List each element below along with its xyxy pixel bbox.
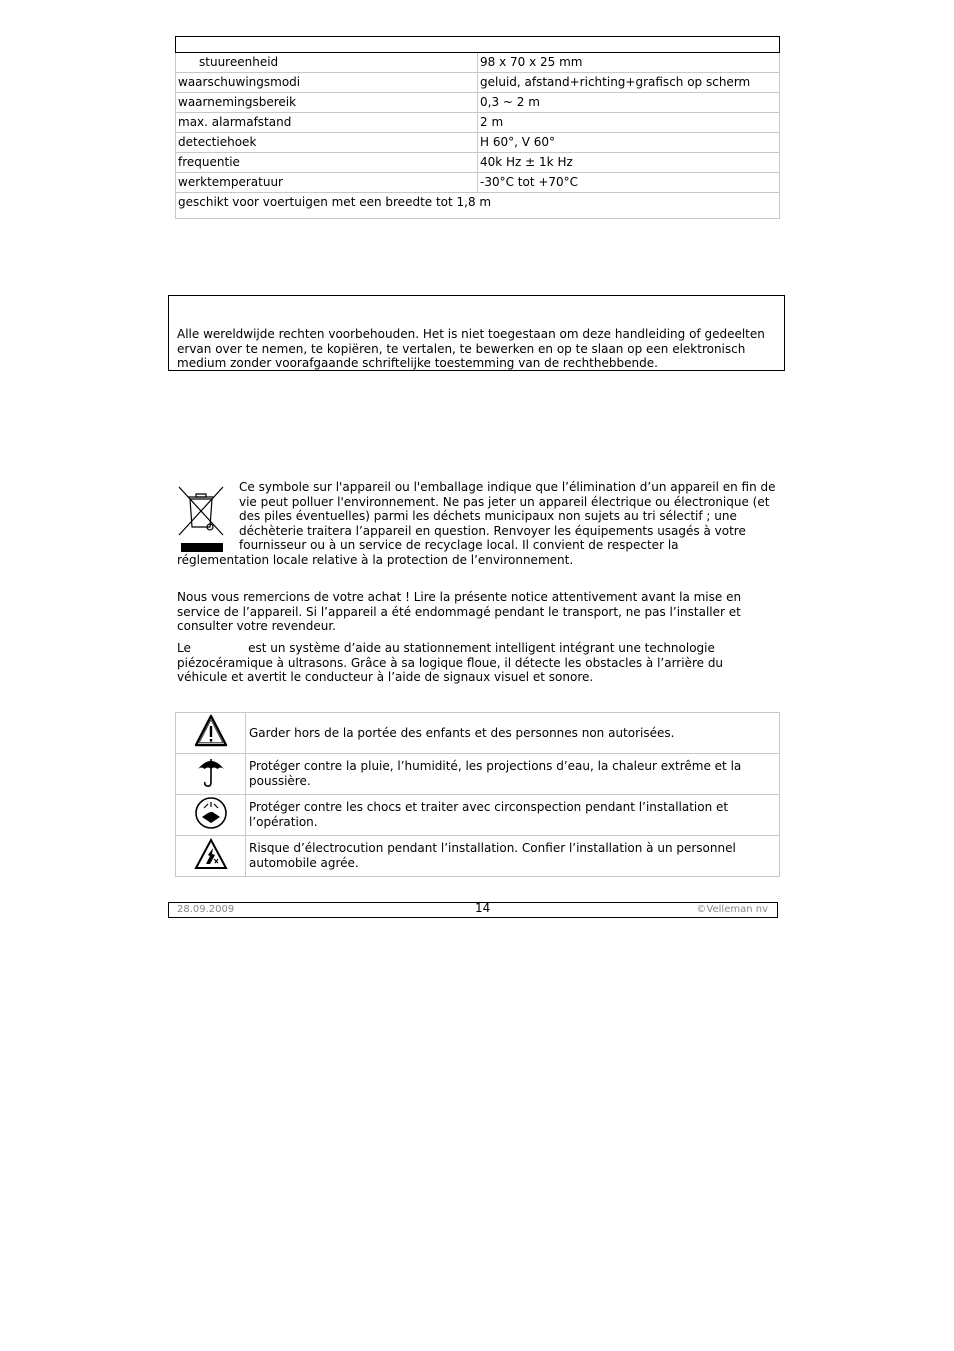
copyright-box: [168, 295, 785, 371]
spec-label: werktemperatuur: [176, 173, 478, 193]
spec-value: 0,3 ~ 2 m: [478, 93, 780, 113]
spec-footer-text: geschikt voor voertuigen met een breedte tot 1,8 m: [176, 193, 780, 219]
description-line: piézocéramique à ultrasons. Grâce à sa logique floue, il détecte les obstacles à l’arrière du: [177, 655, 724, 670]
weee-line: Ce symbole sur l'appareil ou l'emballage indique que l’élimination d’un appareil en fin de: [239, 480, 776, 494]
description-paragraph: [177, 641, 777, 685]
safety-text: [246, 795, 780, 836]
spec-label: stuureenheid: [176, 53, 478, 73]
table-row: [176, 836, 780, 877]
electric-shock-icon: [194, 837, 228, 871]
weee-line: fournisseur ou à un service de recyclage local. Il convient de respecter la: [239, 538, 679, 553]
safety-text: [246, 754, 780, 795]
spec-value: 98 x 70 x 25 mm: [478, 53, 780, 73]
weee-line: déchèterie traitera l’appareil en question. Renvoyer les équipements usagés à votre: [239, 523, 746, 538]
weee-line: des piles éventuelles) parmi les déchets municipaux non sujets au tri sélectif ; une: [239, 509, 737, 524]
spec-value: H 60°, V 60°: [478, 133, 780, 153]
safety-line: Garder hors de la portée des enfants et des personnes non autorisées.: [249, 725, 675, 740]
intro-line: consulter votre revendeur.: [177, 619, 336, 634]
table-row: [176, 153, 780, 173]
spec-label: detectiehoek: [176, 133, 478, 153]
copyright-line: ervan over te nemen, te kopiëren, te vertalen, te bewerken en op te slaan op een elektronisch: [177, 341, 746, 356]
safety-table: [175, 712, 780, 877]
table-header-cell: [176, 37, 780, 53]
table-row: [176, 113, 780, 133]
copyright-line: Alle wereldwijde rechten voorbehouden. Het is niet toegestaan om deze handleiding of gedeelten: [177, 327, 765, 341]
description-line: véhicule et avertit le conducteur à l’aide de signaux visuel et sonore.: [177, 670, 594, 685]
spec-value: 2 m: [478, 113, 780, 133]
safety-line: automobile agrée.: [249, 856, 359, 870]
page-footer: [168, 902, 778, 918]
table-row: [176, 754, 780, 795]
safety-line: l’opération.: [249, 815, 318, 829]
table-row: [176, 53, 780, 73]
safety-icon-cell: [176, 836, 246, 877]
spec-value: -30°C tot +70°C: [478, 173, 780, 193]
footer-date: 28.09.2009: [177, 904, 235, 915]
safety-line: Risque d’électrocution pendant l’installation. Confier l’installation à un personnel: [249, 841, 736, 856]
safety-line: Protéger contre la pluie, l’humidité, les projections d’eau, la chaleur extrême et la: [249, 759, 742, 774]
table-row: [176, 713, 780, 754]
weee-line: réglementation locale relative à la protection de l’environnement.: [177, 552, 574, 567]
safety-icon-cell: [176, 754, 246, 795]
weee-line: vie peut polluer l'environnement. Ne pas jeter un appareil électrique ou électronique (et: [239, 494, 770, 509]
spec-value: 40k Hz ± 1k Hz: [478, 153, 780, 173]
table-row: [176, 133, 780, 153]
spec-label: max. alarmafstand: [176, 113, 478, 133]
warning-triangle-icon: [194, 714, 228, 748]
spec-table: [175, 36, 780, 219]
weee-paragraph: [177, 480, 777, 568]
safety-line: poussière.: [249, 774, 311, 788]
table-row: [176, 795, 780, 836]
umbrella-icon: [196, 755, 226, 789]
table-footer-row: [176, 193, 780, 219]
spec-label: waarschuwingsmodi: [176, 73, 478, 93]
table-row: [176, 93, 780, 113]
spec-value: geluid, afstand+richting+grafisch op scherm: [478, 73, 780, 93]
safety-icon-cell: [176, 713, 246, 754]
spec-label: frequentie: [176, 153, 478, 173]
safety-icon-cell: [176, 795, 246, 836]
safety-line: Protéger contre les chocs et traiter avec circonspection pendant l’installation et: [249, 800, 729, 815]
fragile-icon: [194, 796, 228, 830]
safety-text: [246, 713, 780, 754]
intro-line: Nous vous remercions de votre achat ! Lire la présente notice attentivement avant la mise en: [177, 590, 742, 604]
page-number: 14: [475, 901, 491, 915]
spec-label: waarnemingsbereik: [176, 93, 478, 113]
safety-text: [246, 836, 780, 877]
table-row: [176, 73, 780, 93]
footer-copyright: ©Velleman nv: [696, 904, 768, 915]
copyright-line: medium zonder voorafgaande schriftelijke toestemming van de rechthebbende.: [177, 356, 658, 371]
intro-line: service de l’appareil. Si l’appareil a été endommagé pendant le transport, ne pas l’installer et: [177, 604, 741, 619]
copyright-text: [177, 327, 777, 371]
table-header-row: [176, 37, 780, 53]
intro-paragraph: [177, 590, 777, 634]
description-line: Le est un système d’aide au stationnement intelligent intégrant une technologie: [177, 641, 715, 655]
table-row: [176, 173, 780, 193]
